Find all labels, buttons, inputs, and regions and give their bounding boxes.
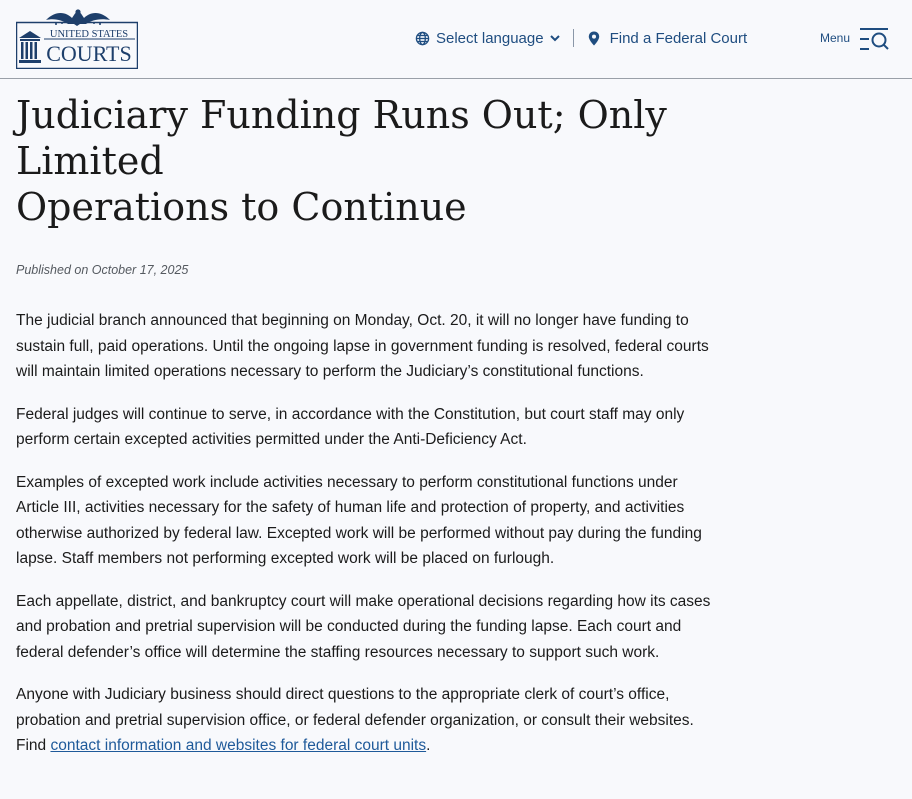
published-date: Published on October 17, 2025 (16, 263, 189, 277)
article-body (16, 308, 716, 759)
nav-divider (573, 29, 574, 47)
site-header (0, 0, 912, 79)
chevron-down-icon (549, 32, 561, 44)
paragraph-3: Examples of excepted work include activities necessary to perform constitutional functions under Article III, activities necessary for the safety of human life and protection of property, and activities otherwise authorized by federal law. Excepted work will be performed without pay during the funding lapse. Staff members not performing excepted work will be placed on furlough. (16, 473, 702, 567)
globe-icon (415, 31, 430, 46)
logo-line2: COURTS (46, 41, 132, 66)
find-court-link[interactable] (588, 30, 748, 47)
logo-graphic (16, 6, 138, 69)
paragraph-4: Each appellate, district, and bankruptcy court will make operational decisions regarding how its cases and probation and pretrial supervision will be conducted during the funding lapse. Each court and federal defender’s office will determine the staffing resources necessary to support such work. (16, 592, 711, 661)
language-label: Select language (436, 29, 544, 47)
court-units-contact-link[interactable]: contact information and websites for federal court units (50, 737, 427, 754)
paragraph-2: Federal judges will continue to serve, in accordance with the Constitution, but court staff may only perform certain excepted activities permitted under the Anti-Deficiency Act. (16, 405, 685, 448)
paragraph-5 (16, 682, 716, 759)
header-nav (415, 29, 747, 47)
article-main (0, 92, 912, 759)
find-court-label: Find a Federal Court (609, 29, 748, 47)
title-line-2: Operations to Continue (16, 185, 467, 229)
logo-line1: UNITED STATES (49, 29, 129, 40)
us-courts-logo[interactable] (16, 6, 138, 69)
title-line-1: Judiciary Funding Runs Out; Only Limited (16, 93, 667, 183)
paragraph-1: The judicial branch announced that beginning on Monday, Oct. 20, it will no longer have funding to sustain full, paid operations. Until the ongoing lapse in government funding is resolved, federal courts will maintain limited operations necessary to perform the Judiciary’s constitutional functions. (16, 312, 709, 380)
language-selector[interactable] (415, 30, 561, 47)
menu-label: Menu (819, 30, 850, 45)
courthouse-icon (19, 31, 41, 63)
paragraph-5-text: Anyone with Judiciary business should direct questions to the appropriate clerk of court’s office, probation and pretrial supervision office, or federal defender organization, or consult their websites. Find (16, 686, 694, 754)
menu-button[interactable] (820, 26, 890, 55)
paragraph-5-end: . (426, 737, 431, 754)
menu-search-icon (858, 26, 890, 55)
location-pin-icon (588, 31, 600, 46)
page-title (16, 92, 816, 230)
